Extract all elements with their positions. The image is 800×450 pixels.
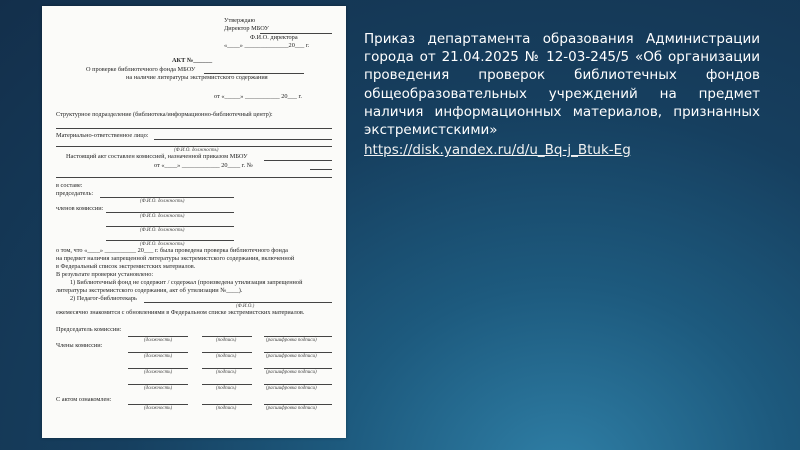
approve-date: «____» ______________20___ г. xyxy=(224,42,310,49)
act-title: АКТ №______ xyxy=(172,57,213,64)
para-2: на предмет наличия запрещенной литературы экстремистского содержания, включенной xyxy=(56,255,295,262)
item-1b: литературы экстремистского содержания, акт об утилизации №____). xyxy=(56,287,243,294)
col-decode-5: (расшифровка подписи) xyxy=(266,406,317,411)
item-2b: ежемесячно знакомится с обновлениями в Федеральном списке экстремистских материалов. xyxy=(56,309,305,316)
act-subject-1: О проверке библиотечного фонда МБОУ xyxy=(86,66,196,73)
member3-caption: (Ф.И.О. должность) xyxy=(140,242,185,247)
col-decode-2: (расшифровка подписи) xyxy=(266,354,317,359)
para-3: в Федеральный список экстремистских материалов. xyxy=(56,263,196,270)
slide-caption: Приказ департамента образования Администрации города от 21.04.2025 № 12-03-245/5 «Об организации проведения проверок библиотечных фондов общеобразовательных учреждений на предмет наличия информационных материалов, признанных экстремистскими» xyxy=(364,31,760,139)
col-position-3: (должность) xyxy=(144,370,173,375)
act-subject-2: на наличие литературы экстремистского содержания xyxy=(126,74,268,81)
col-signature-4: (подпись) xyxy=(216,386,237,391)
col-position-4: (должность) xyxy=(144,386,173,391)
chairman-caption: (Ф.И.О. должность) xyxy=(140,199,185,204)
drawn-up-text: Настоящий акт составлен комиссией, назначенной приказом МБОУ xyxy=(66,153,248,160)
yandex-disk-link[interactable]: https://disk.yandex.ru/d/u_Bq-j_Btuk-Eg xyxy=(364,142,631,158)
item-2: 2) Педагог-библиотекарь xyxy=(70,295,137,302)
col-decode-4: (расшифровка подписи) xyxy=(266,386,317,391)
approve-label: Утверждаю xyxy=(224,17,256,24)
col-signature-3: (подпись) xyxy=(216,370,237,375)
result-label: В результате проверки установлено: xyxy=(56,271,154,278)
sig-ack-label: С актом ознакомлен: xyxy=(56,396,112,403)
member2-caption: (Ф.И.О. должность) xyxy=(140,228,185,233)
col-signature-2: (подпись) xyxy=(216,354,237,359)
fio-position-caption: (Ф.И.О. должность) xyxy=(174,148,219,153)
col-position-5: (должность) xyxy=(144,406,173,411)
director-label: Директор МБОУ xyxy=(224,25,269,32)
responsible-label: Материально-ответственное лицо: xyxy=(56,132,149,139)
chairman-label: председатель: xyxy=(56,190,94,197)
order-from-text: от «____» ____________ 20____ г. № xyxy=(154,162,253,169)
document-image xyxy=(42,6,346,438)
col-signature-5: (подпись) xyxy=(216,406,237,411)
member1-caption: (Ф.И.О. должность) xyxy=(140,214,185,219)
sig-chairman-label: Председатель комиссии: xyxy=(56,326,122,333)
col-position-1: (должность) xyxy=(144,338,173,343)
fio-caption: (Ф.И.О.) xyxy=(236,304,255,309)
composition-label: в составе: xyxy=(56,182,83,189)
para-1: о том, что «____» __________ 20___ г. была проведена проверка библиотечного фонда xyxy=(56,247,288,254)
act-date: от «_____» ___________ 20___ г. xyxy=(214,93,302,100)
col-decode-1: (расшифровка подписи) xyxy=(266,338,317,343)
col-signature-1: (подпись) xyxy=(216,338,237,343)
col-decode-3: (расшифровка подписи) xyxy=(266,370,317,375)
fio-director-label: Ф.И.О. директора xyxy=(250,34,298,41)
col-position-2: (должность) xyxy=(144,354,173,359)
sig-members-label: Члены комиссии: xyxy=(56,342,103,349)
unit-label: Структурное подразделение (библиотека/информационно-библиотечный центр): xyxy=(56,111,273,118)
item-1a: 1) Библиотечный фонд не содержит / содержал (произведена утилизация запрещенной xyxy=(70,279,303,286)
members-label: членов комиссии: xyxy=(56,205,104,212)
